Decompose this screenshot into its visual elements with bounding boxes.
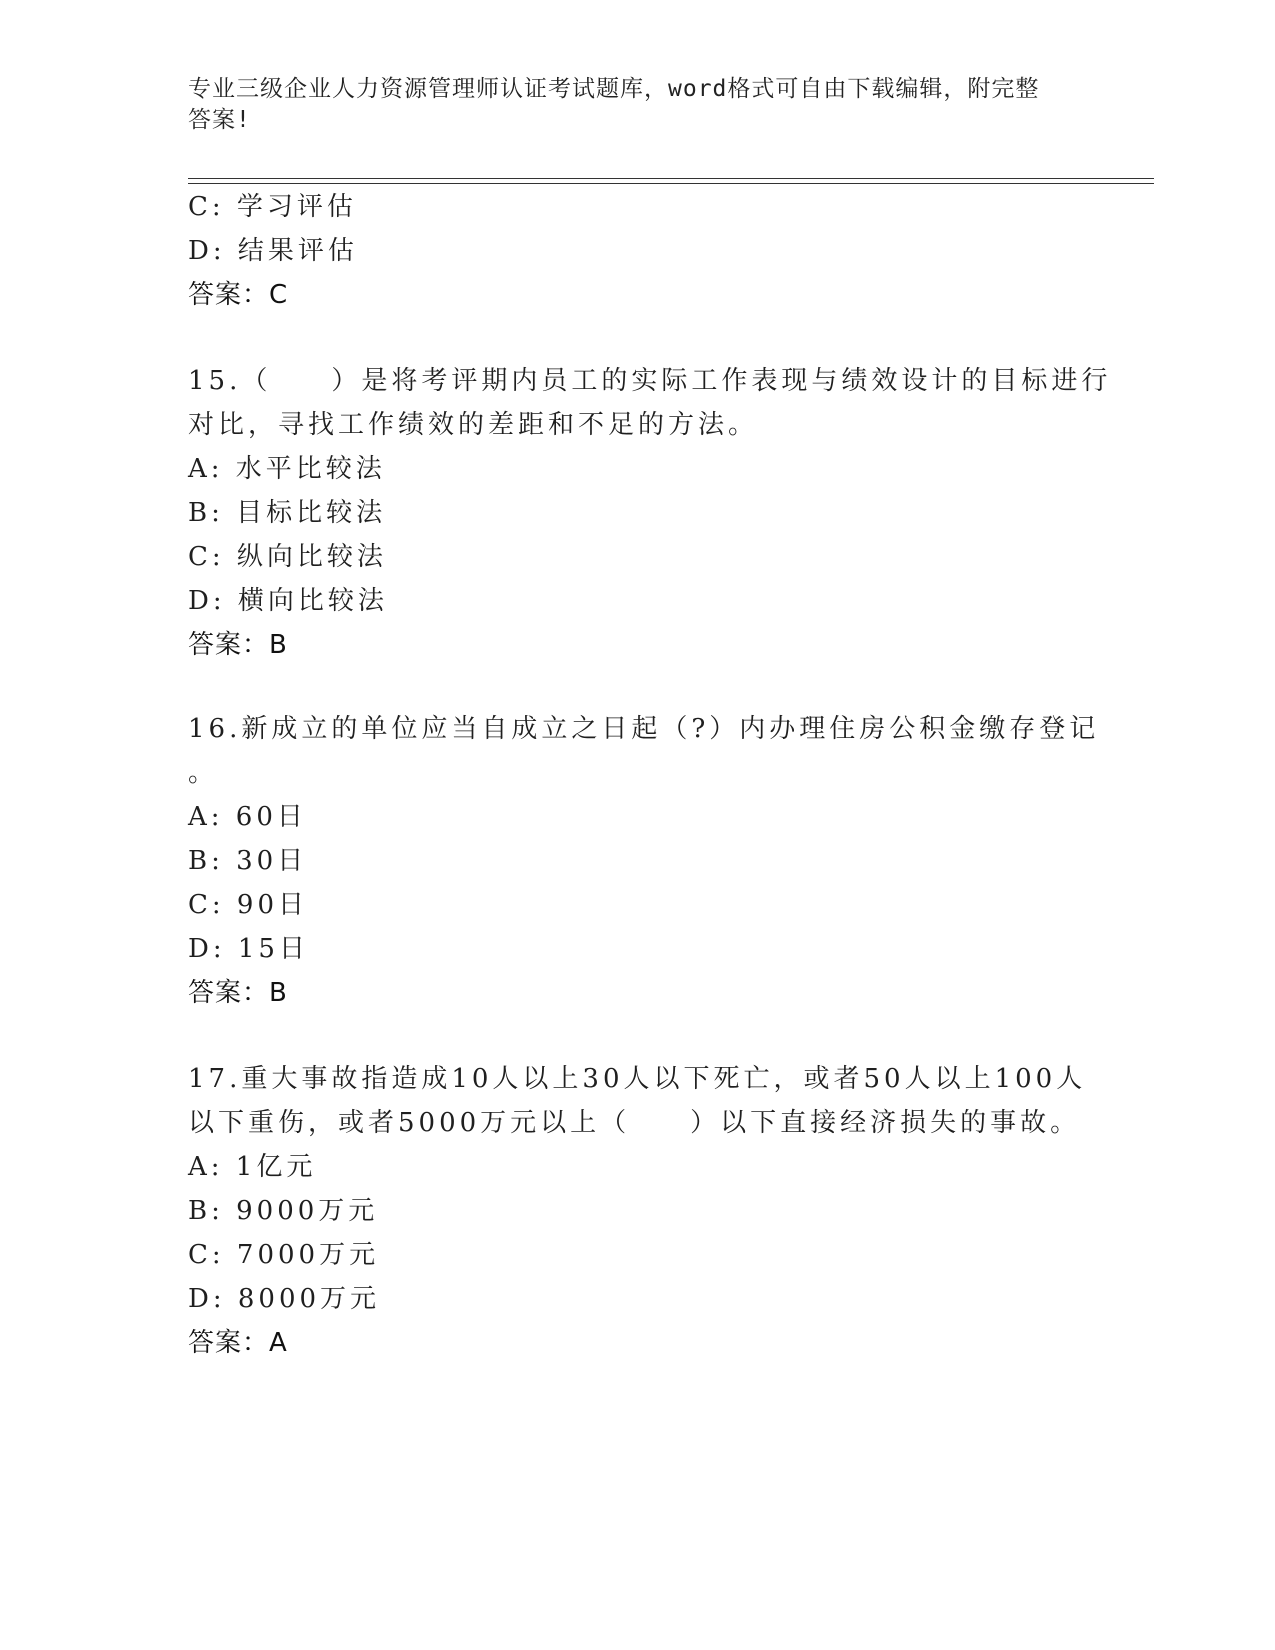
q17-text-line-1: 17.重大事故指造成10人以上30人以下死亡，或者50人以上100人	[188, 1064, 1087, 1094]
q16-option-d: D: 15日	[188, 934, 309, 964]
q15-option-d: D: 横向比较法	[188, 586, 388, 616]
q17-text-line-2: 以下重伤，或者5000万元以上（ ）以下直接经济损失的事故。	[188, 1108, 1081, 1138]
q15-answer: 答案：B	[188, 630, 288, 660]
header-line-2: 答案!	[188, 107, 251, 133]
q16-text-line-1: 16.新成立的单位应当自成立之日起（?）内办理住房公积金缴存登记	[188, 714, 1100, 744]
q15-text-line-1: 15.（ ）是将考评期内员工的实际工作表现与绩效设计的目标进行	[188, 366, 1112, 396]
q14-option-d: D: 结果评估	[188, 236, 358, 266]
header-divider-bottom	[188, 183, 1154, 184]
q16-option-a: A: 60日	[188, 802, 307, 832]
q15-option-b: B: 目标比较法	[188, 498, 387, 528]
document-header	[188, 74, 1068, 136]
q14-option-c: C: 学习评估	[188, 192, 357, 222]
q16-option-b: B: 30日	[188, 846, 308, 876]
q16-answer: 答案：B	[188, 978, 288, 1008]
q15-text-line-2: 对比，寻找工作绩效的差距和不足的方法。	[188, 410, 759, 440]
q14-answer: 答案：C	[188, 280, 289, 310]
q17-option-b: B: 9000万元	[188, 1196, 379, 1226]
q17-option-d: D: 8000万元	[188, 1284, 381, 1314]
q17-option-c: C: 7000万元	[188, 1240, 380, 1270]
q16-option-c: C: 90日	[188, 890, 309, 920]
header-line-1: 专业三级企业人力资源管理师认证考试题库，word格式可自由下载编辑，附完整	[188, 76, 1040, 102]
q16-text-line-2: 。	[188, 758, 219, 788]
header-divider-top	[188, 178, 1154, 179]
q15-option-c: C: 纵向比较法	[188, 542, 387, 572]
q17-answer: 答案：A	[188, 1328, 288, 1358]
q15-option-a: A: 水平比较法	[188, 454, 386, 484]
q17-option-a: A: 1亿元	[188, 1152, 317, 1182]
